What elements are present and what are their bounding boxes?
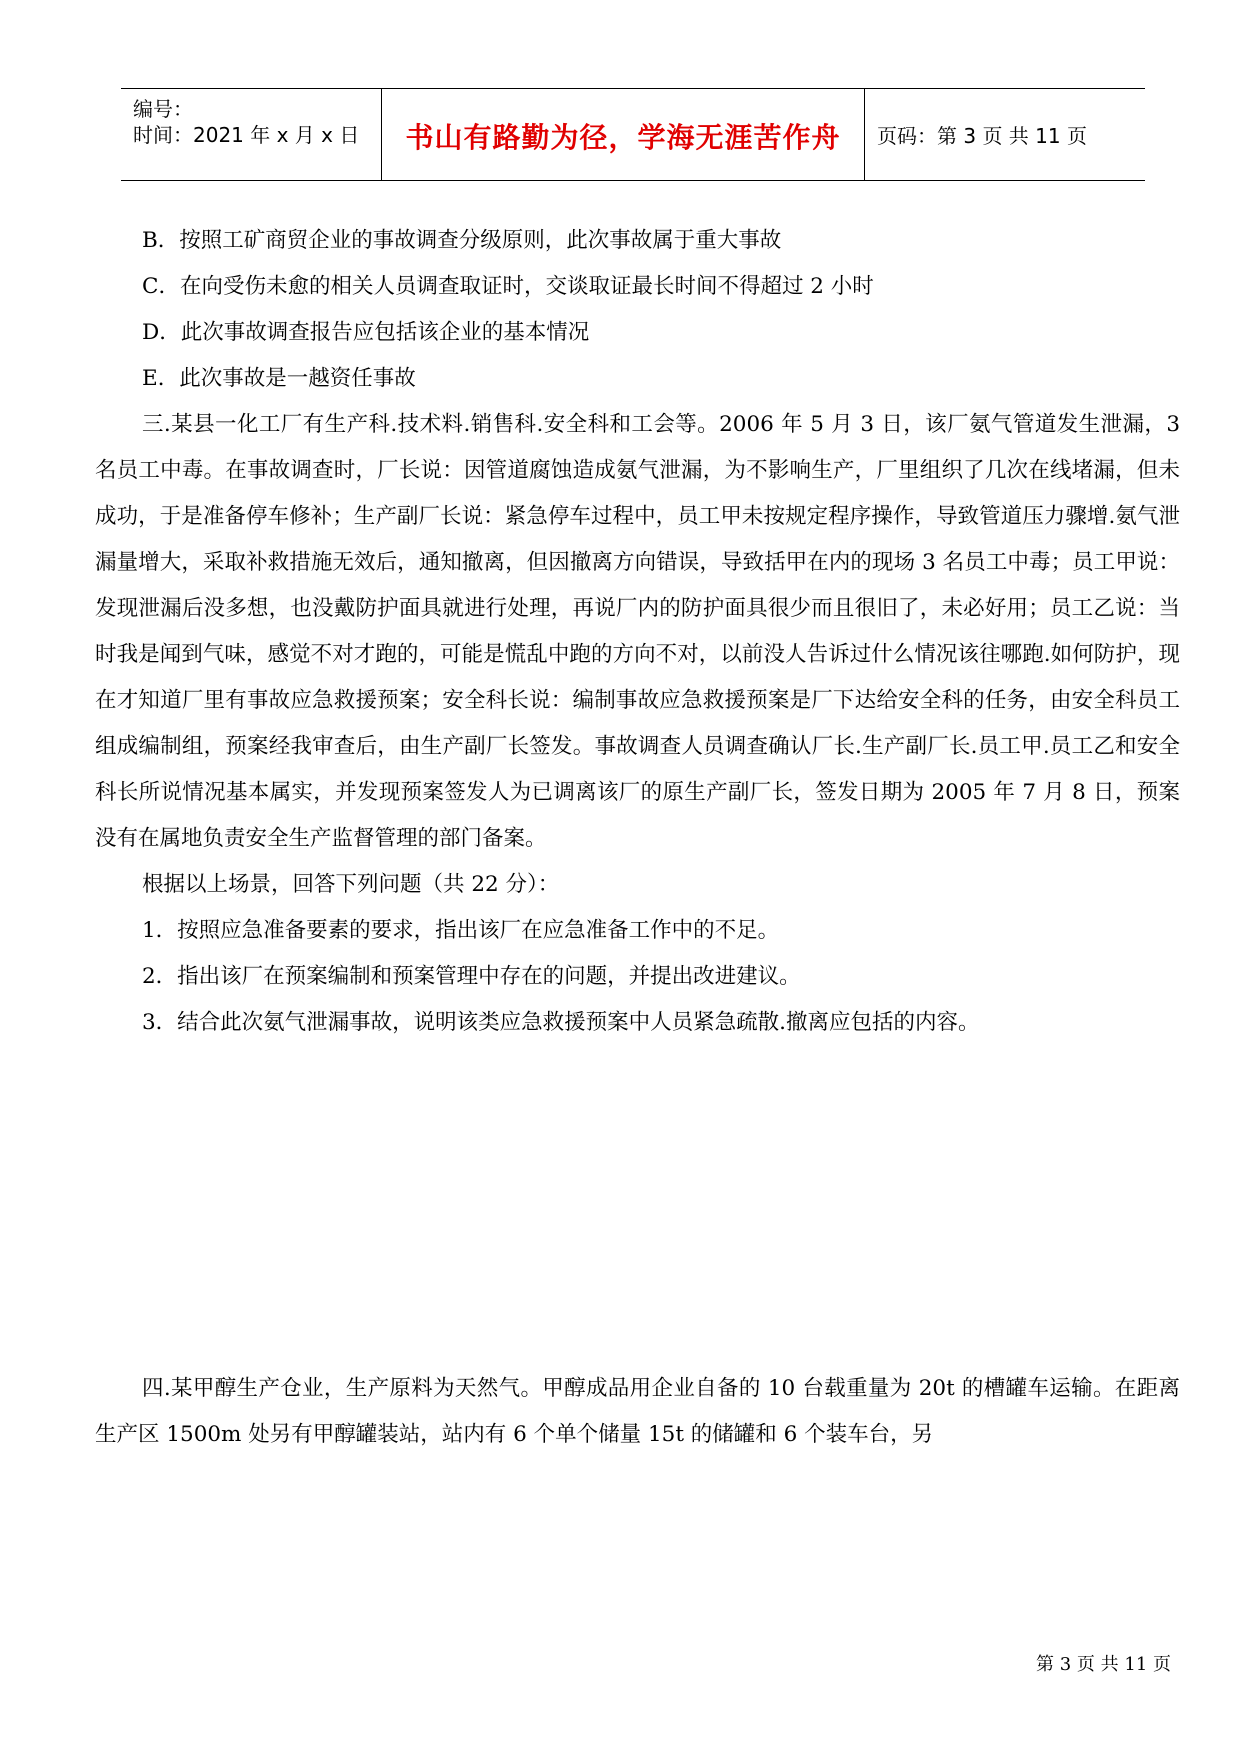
section-3-question-2: 2．指出该厂在预案编制和预案管理中存在的问题，并提出改进建议。 [142,964,801,989]
header-motto: 书山有路勤为径，学海无涯苦作舟 [405,120,841,154]
document-date-label: 时间：2021 年 x 月 x 日 [133,123,360,147]
option-b: B．按照工矿商贸企业的事故调查分级原则，此次事故属于重大事故 [142,228,782,253]
header-meta-cell [121,89,382,180]
blank-space [95,1046,1180,1366]
document-number-label: 编号： [133,97,193,121]
section-3-question-1: 1．按照应急准备要素的要求，指出该厂在应急准备工作中的不足。 [142,918,780,943]
section-4-scenario: 四.某甲醇生产仓业，生产原料为天然气。甲醇成品用企业自备的 10 台载重量为 20t 的槽罐车运输。在距离生产区 1500m 处另有甲醇罐装站，站内有 6 个单个储量 15t 的储罐和 6 个装车台，另 [95,1376,1180,1447]
header-page-cell [865,89,1145,180]
section-3-scenario: 三.某县一化工厂有生产科.技术料.销售科.安全科和工会等。2006 年 5 月 3 日，该厂氨气管道发生泄漏，3 名员工中毒。在事故调查时，厂长说：因管道腐蚀造成氨气泄漏，为不影响生产，厂里组织了几次在线堵漏，但未成功，于是准备停车修补；生产副厂长说：紧急停车过程中，员工甲未按规定程序操作，导致管道压力骤增.氨气泄漏量增大，采取补救措施无效后，通知撤离，但因撤离方向错误，导致括甲在内的现场 3 名员工中毒；员工甲说：发现泄漏后没多想，也没戴防护面具就进行处理，再说厂内的防护面具很少而且很旧了，未必好用；员工乙说：当时我是闻到气味，感觉不对才跑的，可能是慌乱中跑的方向不对，以前没人告诉过什么情况该往哪跑.如何防护，现在才知道厂里有事故应急救援预案；安全科长说：编制事故应急救援预案是厂下达给安全科的任务，由安全科员工组成编制组，预案经我审查后，由生产副厂长签发。事故调查人员调查确认厂长.生产副厂长.员工甲.员工乙和安全科长所说情况基本属实，并发现预案签发人为已调离该厂的原生产副厂长，签发日期为 2005 年 7 月 8 日，预案没有在属地负责安全生产监督管理的部门备案。 [95,412,1180,851]
option-d: D．此次事故调查报告应包括该企业的基本情况 [142,320,590,345]
option-e: E．此次事故是一越资任事故 [142,366,416,391]
document-body [95,218,1180,1458]
header-page-label: 页码：第 3 页 共 11 页 [877,124,1087,148]
option-c: C．在向受伤未愈的相关人员调查取证时，交谈取证最长时间不得超过 2 小时 [142,274,874,299]
page-footer: 第 3 页 共 11 页 [1036,1654,1171,1675]
header-motto-cell [382,89,865,180]
section-3-question-3: 3．结合此次氨气泄漏事故，说明该类应急救援预案中人员紧急疏散.撤离应包括的内容。 [142,1010,980,1035]
document-header [121,88,1145,181]
section-3-prompt: 根据以上场景，回答下列问题（共 22 分）： [142,872,560,897]
